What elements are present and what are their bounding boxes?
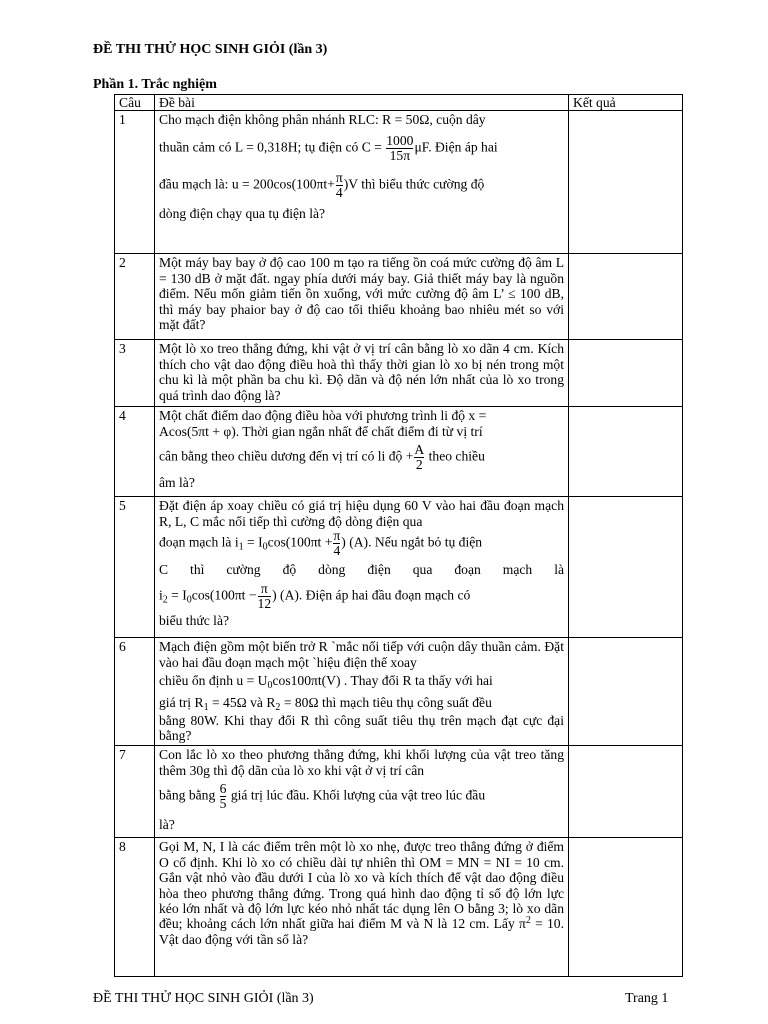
superscript: 2 bbox=[525, 915, 531, 927]
fraction-numerator: 6 bbox=[219, 781, 227, 797]
answer-cell[interactable] bbox=[569, 407, 683, 497]
question-line bbox=[159, 582, 564, 611]
answer-cell[interactable] bbox=[569, 746, 683, 838]
question-line bbox=[159, 171, 564, 200]
subscript: 2 bbox=[275, 701, 281, 713]
subscript: 2 bbox=[162, 594, 168, 606]
subscript: 1 bbox=[203, 701, 209, 713]
question-line: âm là? bbox=[159, 475, 195, 491]
document-title: ĐỀ THI THỬ HỌC SINH GIỎI (lần 3) bbox=[93, 42, 328, 57]
text-span: )V thì biểu thức cường độ bbox=[343, 176, 485, 192]
question-number: 1 bbox=[115, 111, 155, 254]
question-number: 4 bbox=[115, 407, 155, 497]
subscript: 0 bbox=[186, 594, 192, 606]
question-line: biểu thức là? bbox=[159, 612, 230, 628]
text-span: thuần cảm có L = 0,318H; tụ điện có C = bbox=[159, 139, 382, 155]
text-span: đoạn mạch là i bbox=[159, 534, 239, 550]
fraction bbox=[258, 582, 272, 611]
footer-title: ĐỀ THI THỬ HỌC SINH GIỎI (lần 3) bbox=[93, 991, 314, 1006]
text-span: = I bbox=[243, 534, 263, 550]
question-text bbox=[155, 638, 569, 746]
text-span: cos100πt(V) . Thay đổi R ta thấy với hai bbox=[272, 673, 493, 689]
header-de-bai: Đề bài bbox=[155, 95, 569, 111]
question-text: Một lò xo treo thẳng đứng, khi vật ở vị trí cân bằng lò xo dãn 4 cm. Kích thích cho vật dao động điều hoà thì thấy thời gian lò xo bị nén trong một chu kì là một phần ba chu kì. Độ dãn và độ nén lớn nhất của lò xo trong quá trình dao động là? bbox=[155, 340, 569, 407]
text-span: = 10. Vật dao động với tần số là? bbox=[159, 916, 564, 947]
answer-cell[interactable] bbox=[569, 111, 683, 254]
page-number: Trang 1 bbox=[625, 991, 669, 1006]
text-span: Gọi M, N, I là các điểm trên một lò xo nhẹ, được treo thẳng đứng ở điểm O cố định. Khi lò xo có chiều dài tự nhiên thì OM = MN = NI = 10 cm. Gắn vật nhỏ vào đầu dưới I của lò xo và kích thích để vật dao động điều hòa theo phương thẳng đứng. Trong quá hình dao động tỉ số độ lớn lực kéo lớn nhất và độ lớn lực kéo nhỏ nhất tác dụng lên O bằng 3; lò xo dãn đều; khoảng cách lớn nhất giữa hai điểm M và N là 12 cm. Lấy π bbox=[159, 839, 564, 932]
text-span: = I bbox=[167, 587, 187, 603]
text-span: cos(100πt + bbox=[267, 534, 333, 550]
text-span: giá trị R bbox=[159, 694, 204, 710]
answer-cell[interactable] bbox=[569, 638, 683, 746]
table-row bbox=[115, 340, 683, 407]
subscript: 0 bbox=[267, 680, 273, 692]
text-span: đầu mạch là: u = 200cos(100πt+ bbox=[159, 176, 335, 192]
fraction bbox=[220, 782, 227, 811]
table-row bbox=[115, 497, 683, 638]
question-line: Cho mạch điện không phân nhánh RLC: R = 50Ω, cuộn dây bbox=[159, 112, 486, 128]
fraction-denominator: 4 bbox=[333, 543, 341, 559]
question-number: 2 bbox=[115, 254, 155, 340]
text-span: cos(100πt − bbox=[191, 587, 257, 603]
question-number: 5 bbox=[115, 497, 155, 638]
answer-cell[interactable] bbox=[569, 838, 683, 977]
header-cau: Câu bbox=[115, 95, 155, 111]
text-span: cân bằng theo chiều dương đến vị trí có li độ + bbox=[159, 448, 414, 464]
text-span: chiều ổn định u = U bbox=[159, 673, 268, 689]
text-span: giá trị lúc đầu. Khối lượng của vật treo lúc đầu bbox=[230, 787, 486, 803]
fraction-denominator: 5 bbox=[219, 796, 227, 812]
table-row bbox=[115, 638, 683, 746]
table-row bbox=[115, 407, 683, 497]
table-row bbox=[115, 254, 683, 340]
question-number: 6 bbox=[115, 638, 155, 746]
question-line bbox=[159, 782, 564, 811]
text-span: ) (A). Điện áp hai đầu đoạn mạch có bbox=[272, 587, 471, 603]
text-span: bằng bằng bbox=[159, 787, 216, 803]
fraction-denominator: 12 bbox=[257, 595, 272, 611]
question-line: dòng điện chạy qua tụ điện là? bbox=[159, 205, 326, 221]
fraction-denominator: 2 bbox=[415, 457, 423, 473]
fraction-numerator: π bbox=[333, 528, 341, 544]
question-table bbox=[114, 94, 683, 977]
table-row bbox=[115, 838, 683, 977]
answer-cell[interactable] bbox=[569, 497, 683, 638]
header-ket-qua: Kết quả bbox=[569, 95, 683, 111]
question-number: 3 bbox=[115, 340, 155, 407]
question-text bbox=[155, 111, 569, 254]
question-line: Con lắc lò xo theo phương thẳng đứng, khi khối lượng của vật treo tăng thêm 30g thì độ dãn của lò xo khi vật ở vị trí cân bbox=[159, 747, 564, 778]
fraction-denominator: 15π bbox=[386, 148, 413, 163]
table-row bbox=[115, 111, 683, 254]
text-span: = 80Ω thì mạch tiêu thụ công suất đều bbox=[280, 694, 492, 710]
text-span: theo chiều bbox=[428, 448, 485, 464]
fraction bbox=[414, 443, 424, 472]
answer-cell[interactable] bbox=[569, 254, 683, 340]
fraction-numerator: A bbox=[414, 442, 425, 458]
answer-cell[interactable] bbox=[569, 340, 683, 407]
fraction bbox=[336, 171, 343, 200]
section-heading: Phần 1. Trắc nghiệm bbox=[93, 77, 217, 92]
fraction bbox=[386, 134, 413, 163]
question-line: C thì cường độ dòng điện qua đoạn mạch là bbox=[159, 562, 564, 578]
question-line: là? bbox=[159, 817, 175, 833]
fraction-numerator: 1000 bbox=[386, 132, 414, 148]
subscript: 0 bbox=[262, 541, 268, 553]
question-line bbox=[159, 134, 564, 163]
question-line bbox=[159, 673, 564, 692]
fraction-denominator: 4 bbox=[335, 184, 343, 200]
question-text bbox=[155, 838, 569, 977]
question-text bbox=[155, 746, 569, 838]
text-span: i bbox=[159, 587, 163, 603]
question-number: 7 bbox=[115, 746, 155, 838]
table-header-row bbox=[115, 95, 683, 111]
question-line: bằng 80W. Khi thay đổi R thì công suất tiêu thụ trên mạch đạt cực đại bằng? bbox=[159, 713, 564, 744]
text-span: = 45Ω và R bbox=[208, 694, 276, 710]
text-span: μF. Điện áp hai bbox=[414, 139, 498, 155]
fraction-numerator: π bbox=[260, 580, 268, 596]
question-line: Mạch điện gồm một biến trở R `mắc nối tiếp với cuộn dây thuần cảm. Đặt vào hai đầu đoạn mạch một `hiệu điện thế xoay bbox=[159, 639, 564, 670]
question-line bbox=[159, 529, 564, 558]
question-number: 8 bbox=[115, 838, 155, 977]
question-line: Đặt điện áp xoay chiều có giá trị hiệu dụng 60 V vào hai đầu đoạn mạch R, L, C mắc nối tiếp thì cường độ dòng điện qua bbox=[159, 498, 564, 529]
subscript: 1 bbox=[238, 541, 244, 553]
question-text bbox=[155, 407, 569, 497]
text-span: ) (A). Nếu ngắt bỏ tụ điện bbox=[341, 534, 483, 550]
question-line bbox=[159, 443, 564, 472]
table-row bbox=[115, 746, 683, 838]
question-text: Một máy bay bay ở độ cao 100 m tạo ra tiếng ồn coá mức cường độ âm L = 130 dB ở mặt đất. ngay phía dưới máy bay. Giả thiết máy bay là nguồn điểm. Nếu mốn giảm tiến ồn xuống, với mức cường độ âm L’ ≤ 100 dB, thì máy bay phaior bay ở độ cao tối thiểu khoảng bao nhiêu mét so với mặt đất? bbox=[155, 254, 569, 340]
question-line: Acos(5πt + φ). Thời gian ngắn nhất để chất điểm đi từ vị trí bbox=[159, 423, 483, 439]
question-text bbox=[155, 497, 569, 638]
fraction-numerator: π bbox=[335, 169, 343, 185]
question-line bbox=[159, 694, 564, 713]
fraction bbox=[333, 529, 340, 558]
question-line: Một chất điểm dao động điều hòa với phương trình li độ x = bbox=[159, 408, 487, 424]
